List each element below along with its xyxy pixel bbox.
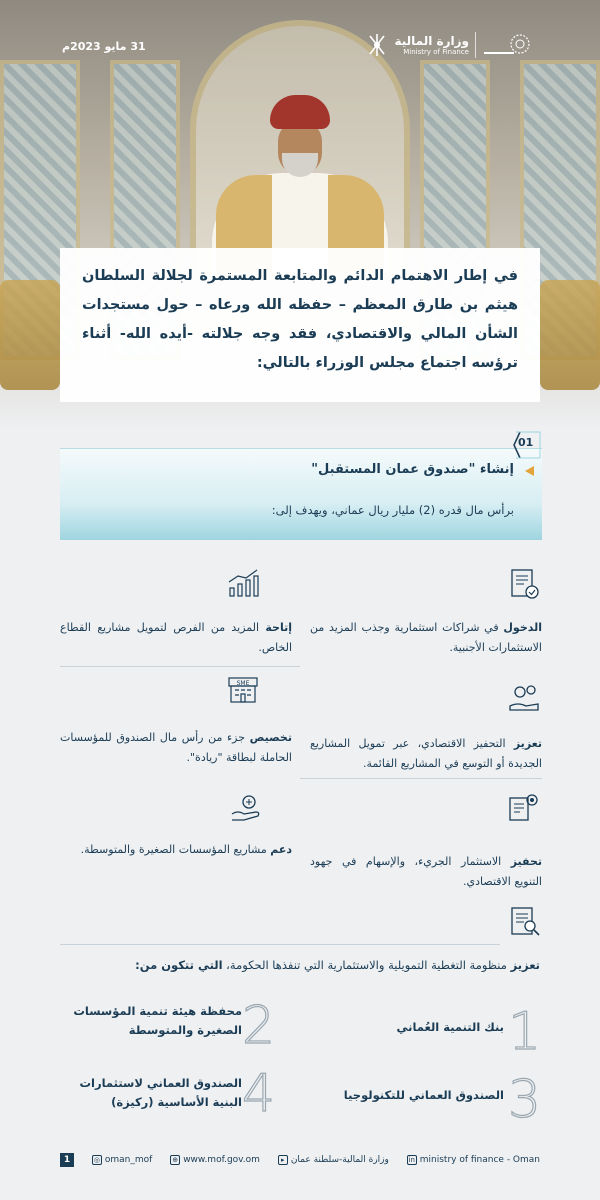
feature-item (60, 728, 292, 768)
divider-line (60, 666, 300, 667)
feature-bold: الدخول (503, 621, 542, 634)
ministry-name-en: Ministry of Finance (403, 48, 469, 56)
item-number: 3 (508, 1070, 542, 1130)
ministry-name-ar: وزارة المالية (394, 34, 469, 48)
hand-support-icon (230, 792, 264, 824)
youtube-icon: ▸ (278, 1155, 288, 1165)
lead-bold: تعزيز (510, 958, 540, 972)
social-handle-text: oman_mof (104, 1155, 153, 1165)
svg-text:SME: SME (236, 680, 250, 687)
ministry-logo-group (366, 32, 538, 58)
feature-bold: تحفيز (510, 855, 542, 868)
feature-item (60, 840, 292, 860)
page-number: 1 (60, 1153, 74, 1167)
investment-report-icon (506, 792, 540, 824)
section-01-title: إنشاء "صندوق عمان المستقبل" (311, 462, 514, 477)
chair (0, 280, 60, 390)
feature-text: جزء من رأس مال الصندوق للمؤسسات الحاملة لبطاقة "ريادة". (60, 731, 292, 764)
feature-text: في شراكات استثمارية وجذب المزيد من الاستثمارات الأجنبية. (310, 621, 542, 654)
bullet-triangle-icon (525, 466, 534, 476)
feature-bold: تعزيز (513, 737, 542, 750)
entity-name: محفظة هيئة تنمية المؤسسات الصغيرة والمتوسطة (73, 1004, 242, 1037)
feature-text: المزيد من الفرص لتمويل مشاريع القطاع الخاص. (60, 621, 292, 654)
feature-item (310, 734, 542, 774)
oman-vision-logo-icon (482, 32, 538, 58)
intro-paragraph: في إطار الاهتمام الدائم والمتابعة المستمرة لجلالة السلطان هيثم بن طارق المعظم – حفظه الله ورعاه – حول مستجدات الشأن المالي والاقتصادي، فقد وجه جلالته -أيده الله- أثناء ترؤسه اجتماع مجلس الوزراء بالتالي: (60, 248, 540, 402)
youtube-link[interactable] (278, 1155, 389, 1165)
section-02-lead (135, 958, 540, 972)
divider-line (60, 944, 500, 945)
feature-item (310, 618, 542, 658)
feature-item (310, 852, 542, 892)
lead-text: منظومة التغطية التمويلية والاستثمارية التي تنفذها الحكومة، (222, 958, 511, 972)
instagram-icon: ◎ (93, 1156, 100, 1164)
feature-text: التحفيز الاقتصادي، عبر تمويل المشاريع الجديدة أو التوسع في المشاريع القائمة. (310, 737, 542, 770)
divider-line (300, 778, 542, 779)
publish-date: 31 مايو 2023م (62, 40, 146, 53)
feature-item (60, 618, 292, 658)
section-01-subtitle: برأس مال قدره (2) مليار ريال عماني، ويهدف إلى: (271, 503, 514, 517)
feature-bold: تخصيص (249, 731, 292, 744)
lead-bold-2: التي تتكون من: (135, 958, 223, 972)
feature-bold: دعم (270, 843, 292, 856)
entity-name: بنك التنمية العُماني (396, 1020, 504, 1034)
social-handle[interactable] (92, 1155, 152, 1165)
logo-divider (475, 32, 476, 58)
chair (540, 280, 600, 390)
item-number: 2 (242, 996, 276, 1056)
globe-icon: ⊕ (170, 1155, 180, 1165)
entity-name: الصندوق العماني لاستثمارات البنية الأساسية (ركيزة) (79, 1076, 242, 1109)
youtube-text: وزارة المالية-سلطنة عمان (290, 1155, 389, 1165)
feature-text: مشاريع المؤسسات الصغيرة والمتوسطة. (80, 843, 271, 856)
oman-emblem-icon (366, 32, 388, 58)
feature-text: الاستثمار الجريء، والإسهام في جهود التنويع الاقتصادي. (310, 855, 542, 888)
linkedin-text: ministry of finance - Oman (419, 1155, 540, 1165)
entity-name: الصندوق العماني للتكنولوجيا (343, 1088, 504, 1102)
linkedin-link[interactable] (407, 1155, 540, 1165)
footer (60, 1150, 540, 1170)
section-number: 01 (518, 436, 534, 449)
sultan-portrait (212, 95, 388, 265)
bank-document-icon (506, 568, 540, 600)
sme-building-icon (226, 674, 260, 706)
linkedin-icon: in (408, 1156, 415, 1164)
gears-hand-icon (508, 682, 542, 714)
document-search-icon (508, 906, 542, 938)
website-link[interactable] (170, 1155, 260, 1165)
item-number: 1 (508, 1002, 542, 1062)
feature-bold: إتاحة (265, 621, 292, 634)
item-number: 4 (242, 1064, 276, 1124)
website-text: www.mof.gov.om (183, 1155, 260, 1165)
growth-chart-icon (226, 568, 260, 600)
